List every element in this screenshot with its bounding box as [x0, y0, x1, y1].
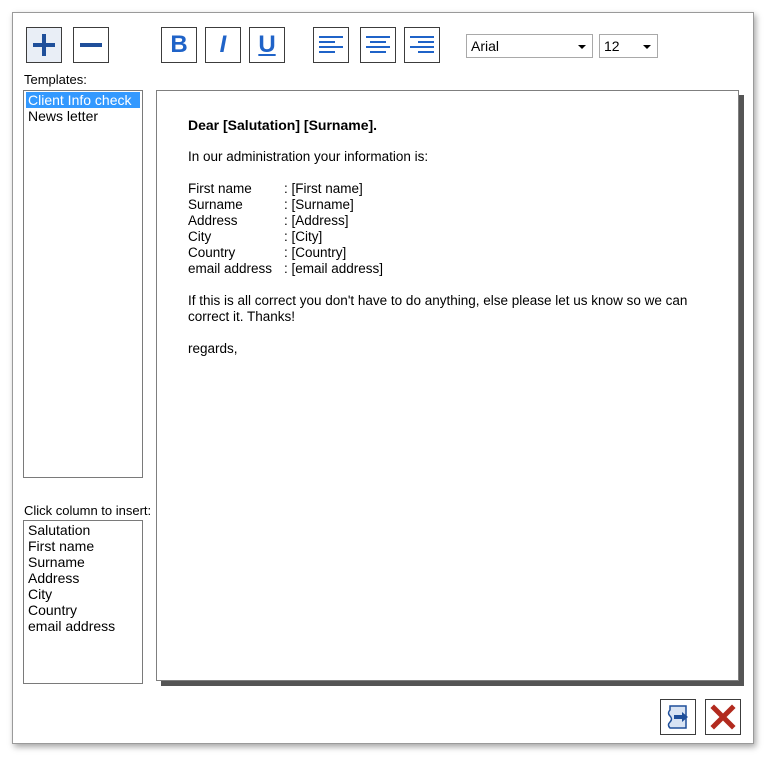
list-item[interactable]: News letter [28, 108, 99, 124]
list-item[interactable]: Client Info check [26, 92, 140, 108]
field-value: : [First name] [284, 181, 363, 196]
field-value: : [email address] [284, 261, 384, 276]
align-right-button[interactable] [404, 27, 440, 63]
underline-button[interactable]: U [249, 27, 285, 63]
document-body [188, 117, 708, 357]
bold-button[interactable]: B [161, 27, 197, 63]
field-value: : [Country] [284, 245, 347, 260]
align-center-button[interactable] [360, 27, 396, 63]
font-size-select[interactable] [599, 34, 658, 58]
add-template-button[interactable] [26, 27, 62, 63]
list-item[interactable]: Country [28, 602, 78, 618]
list-item[interactable]: Surname [28, 554, 85, 570]
list-item[interactable]: Address [28, 570, 80, 586]
align-right-icon [409, 34, 435, 56]
align-center-icon [365, 34, 391, 56]
close-button[interactable] [705, 699, 741, 735]
template-editor-window [12, 12, 754, 744]
columns-list[interactable] [23, 520, 143, 684]
field-key: Address [188, 213, 238, 228]
closing-line: regards, [188, 341, 238, 356]
field-value: : [City] [284, 229, 323, 244]
font-family-select[interactable] [466, 34, 593, 58]
save-send-icon [664, 703, 692, 731]
field-key: First name [188, 181, 252, 196]
greeting-line: Dear [Salutation] [Surname]. [188, 117, 378, 133]
remove-template-button[interactable] [73, 27, 109, 63]
field-row [188, 197, 708, 213]
list-item[interactable]: First name [28, 538, 95, 554]
field-key: City [188, 229, 212, 244]
list-item[interactable]: City [28, 586, 53, 602]
field-row [188, 213, 708, 229]
field-key: Surname [188, 197, 243, 212]
align-left-icon [318, 34, 344, 56]
field-row [188, 245, 708, 261]
font-family-value: Arial [471, 38, 500, 54]
minus-icon [78, 32, 104, 58]
columns-label: Click column to insert: [24, 503, 152, 518]
field-key: Country [188, 245, 236, 260]
field-key: email address [188, 261, 273, 276]
templates-list[interactable] [23, 90, 143, 478]
field-value: : [Surname] [284, 197, 354, 212]
close-x-icon [710, 704, 736, 730]
document-editor[interactable] [156, 90, 739, 681]
list-item[interactable]: Salutation [28, 522, 91, 538]
align-left-button[interactable] [313, 27, 349, 63]
chevron-down-icon [643, 45, 651, 49]
body-paragraph: If this is all correct you don't have to do anything, else please let us know so we can correct it. Thanks! [188, 293, 688, 324]
font-size-value: 12 [604, 38, 620, 54]
field-row [188, 181, 708, 197]
list-item[interactable]: email address [28, 618, 116, 634]
field-row [188, 261, 708, 277]
field-value: : [Address] [284, 213, 349, 228]
italic-button[interactable]: I [205, 27, 241, 63]
field-row [188, 229, 708, 245]
templates-label: Templates: [24, 72, 87, 87]
chevron-down-icon [578, 45, 586, 49]
plus-icon [31, 32, 57, 58]
save-send-button[interactable] [660, 699, 696, 735]
intro-line: In our administration your information is: [188, 149, 429, 164]
